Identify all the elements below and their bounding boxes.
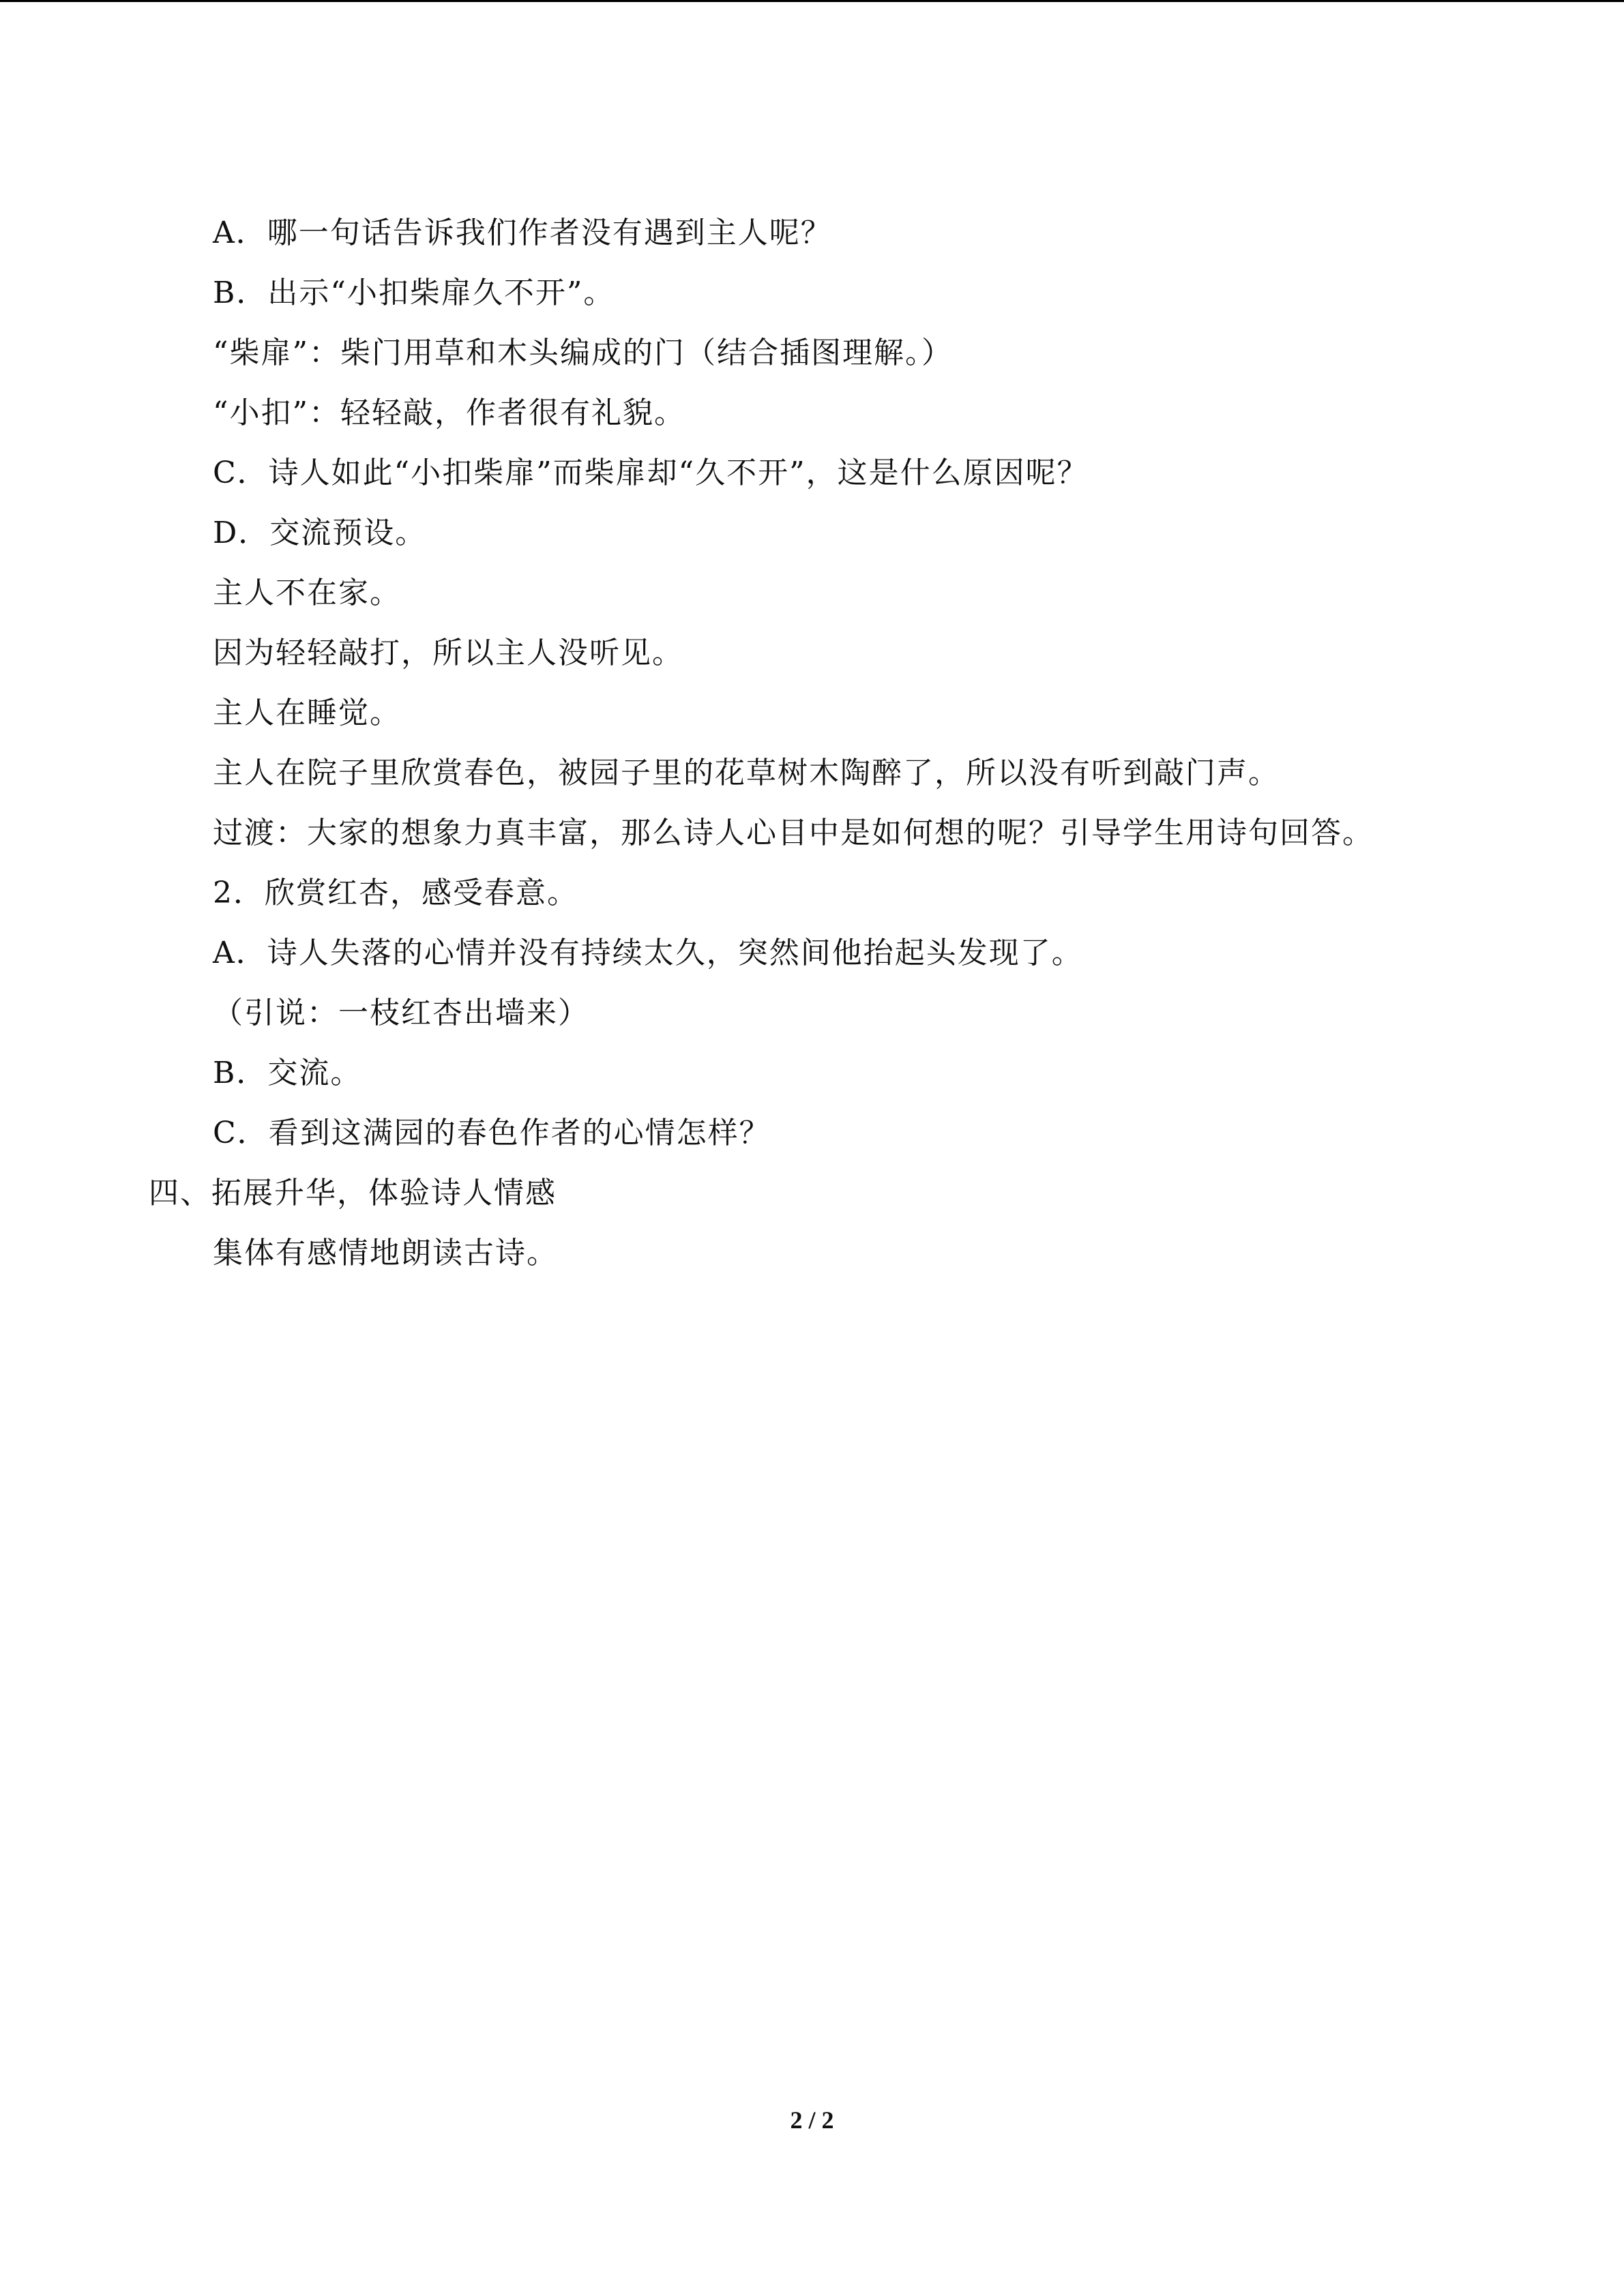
- step-b-exchange-line: B．交流。: [213, 1056, 362, 1090]
- transition-line: 过渡：大家的想象力真丰富，那么诗人心目中是如何想的呢？引导学生用诗句回答。: [213, 816, 1374, 850]
- answer-line-2: 因为轻轻敲打，所以主人没听见。: [213, 636, 683, 670]
- section-2-heading: 2．欣赏红杏，感受春意。: [213, 876, 578, 910]
- answer-line-3: 主人在睡觉。: [213, 696, 401, 730]
- section-4-heading: 四、拓展升华，体验诗人情感: [149, 1176, 557, 1210]
- question-c-line: C．诗人如此“小扣柴扉”而柴扉却“久不开”，这是什么原因呢？: [213, 456, 1089, 490]
- answer-line-4: 主人在院子里欣赏春色，被园子里的花草树木陶醉了，所以没有听到敲门声。: [213, 756, 1280, 790]
- chaifei-definition-line: “柴扉”：柴门用草和木头编成的门（结合插图理解。）: [213, 336, 953, 370]
- question-a-line: A．哪一句话告诉我们作者没有遇到主人呢？: [213, 215, 832, 250]
- top-border-line: [0, 0, 1624, 2]
- xiaokou-definition-line: “小扣”：轻轻敲，作者很有礼貌。: [213, 396, 685, 430]
- closing-line: 集体有感情地朗读古诗。: [213, 1236, 558, 1270]
- page-number: 2 / 2: [790, 2106, 834, 2134]
- step-a-line: A．诗人失落的心情并没有持续太久，突然间他抬起头发现了。: [213, 936, 1083, 970]
- answer-line-1: 主人不在家。: [213, 576, 401, 610]
- quote-line: （引说：一枝红杏出墙来）: [213, 996, 589, 1030]
- question-c-mood-line: C．看到这满园的春色作者的心情怎样？: [213, 1116, 771, 1150]
- step-d-line: D．交流预设。: [213, 516, 427, 550]
- step-b-line: B．出示“小扣柴扉久不开”。: [213, 275, 615, 310]
